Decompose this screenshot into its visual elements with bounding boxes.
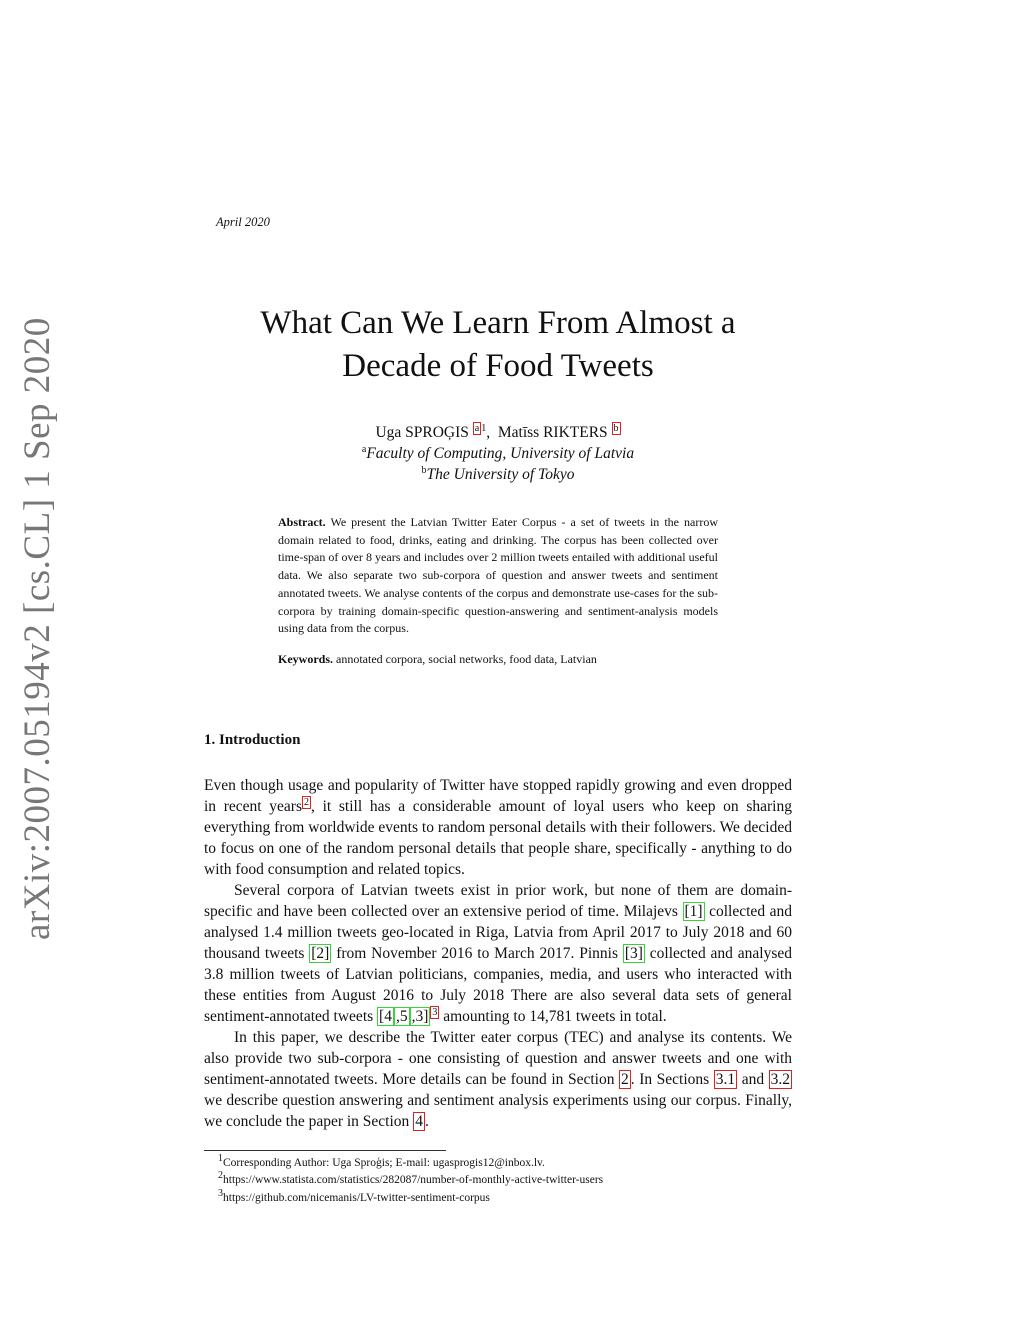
section-link[interactable]: 3.1 (715, 1071, 736, 1088)
paper-title (150, 302, 846, 388)
citation-link[interactable]: [3] (624, 945, 643, 962)
abstract (278, 514, 718, 638)
abstract-label: Abstract. (278, 515, 326, 529)
author-name: Uga SPROĢIS (375, 424, 469, 441)
abstract-text: We present the Latvian Twitter Eater Corpus - a set of tweets in the narrow domain related to food, drinks, eating and drinking. The corpus has been collected over time-span of over 8 years and includes over 2 million tweets entailed with additional useful data. We also separate two sub-corpora of question and answer tweets and sentiment annotated tweets. We analyse contents of the corpus and demonstrate use-cases for the sub-corpora by training domain-specific question-answering and sentiment-analysis models using data from the corpus. (278, 515, 718, 636)
publication-date: April 2020 (216, 215, 270, 229)
section-link[interactable]: 4 (415, 1113, 423, 1130)
paragraph: In this paper, we describe the Twitter eater corpus (TEC) and analyse its contents. We also provide two sub-corpora - one consisting of question and answer tweets and one with sentiment-annotated tweets. More details can be found in Section 2 . In Sections 3.1 and 3.2 we describe question answering and sentiment analysis experiments using our corpus. Finally, we conclude the paper in Section 4 . (204, 1029, 792, 1130)
footnote: 2https://www.statista.com/statistics/282087/number-of-monthly-active-twitter-users (218, 1170, 604, 1187)
citation-link[interactable]: [4 (379, 1008, 392, 1025)
footnote-marker: 1 (481, 422, 487, 434)
affiliation-text: The University of Tokyo (426, 466, 575, 483)
footnote-divider (204, 1150, 446, 1151)
body-text (204, 775, 792, 1132)
footnote-link[interactable]: 3 (432, 1006, 438, 1018)
citation-link[interactable]: ,5 (395, 1008, 408, 1025)
affiliation-text: Faculty of Computing, University of Latvia (366, 445, 635, 462)
title-line-2: Decade of Food Tweets (342, 348, 654, 384)
affiliation-line: $^b$The University of Tokyo (421, 464, 575, 483)
author-block (150, 422, 846, 485)
footnote: 1Corresponding Author: Uga Sproģis; E-mail: ugasprogis12@inbox.lv. (218, 1153, 545, 1169)
citation-link[interactable]: ,3] (411, 1008, 429, 1025)
citation-link[interactable]: [1] (684, 903, 703, 920)
affiliation-line: $^a$Faculty of Computing, University of Latvia (361, 443, 635, 462)
author-line (150, 422, 846, 443)
author-separator: , (486, 424, 491, 441)
section-heading: 1. Introduction (204, 732, 301, 748)
affiliation-link[interactable]: b (613, 422, 619, 434)
paragraph: Even though usage and popularity of Twitter have stopped rapidly growing and even dropped in recent years $^2$ , it still has a considerable amount of loyal users who keep on sharing everything from worldwide events to random personal details with their followers. We decided to focus on one of the random personal details that people share, specifically - anything to do with food consumption and related topics. (204, 777, 792, 878)
arxiv-identifier-stamp: arXiv:2007.05194v2 [cs.CL] 1 Sep 2020 (17, 317, 58, 940)
footnote: 3https://github.com/nicemanis/LV-twitter-sentiment-corpus (218, 1187, 490, 1204)
keywords-label: Keywords. (278, 652, 333, 666)
title-line-1: What Can We Learn From Almost a (260, 305, 736, 341)
section-link[interactable]: 2 (621, 1071, 629, 1088)
footnote-link[interactable]: 2 (304, 796, 310, 808)
paragraph: Several corpora of Latvian tweets exist in prior work, but none of them are domain-specific and have been collected over an extensive period of time. Milajevs [1] collected and analysed 1.4 million tweets geo-located in Riga, Latvia from April 2017 to July 2018 and 60 thousand tweets [2] from November 2016 to March 2017. Pinnis [3] collected and analysed 3.8 million tweets of Latvian politicians, companies, media, and users who interacted with these entities from August 2016 to July 2018 There are also several data sets of general sentiment-annotated tweets [4 ,5 ,3] $^3$ amounting to 14,781 tweets in total. (204, 882, 792, 1025)
citation-link[interactable]: [2] (311, 945, 330, 962)
affiliation-link[interactable]: a (474, 422, 480, 434)
section-link[interactable]: 3.2 (770, 1071, 791, 1088)
author-name: Matīss RIKTERS (497, 424, 608, 441)
keywords (278, 652, 718, 667)
keywords-text: annotated corpora, social networks, food data, Latvian (336, 652, 597, 666)
footnotes (218, 1155, 603, 1207)
